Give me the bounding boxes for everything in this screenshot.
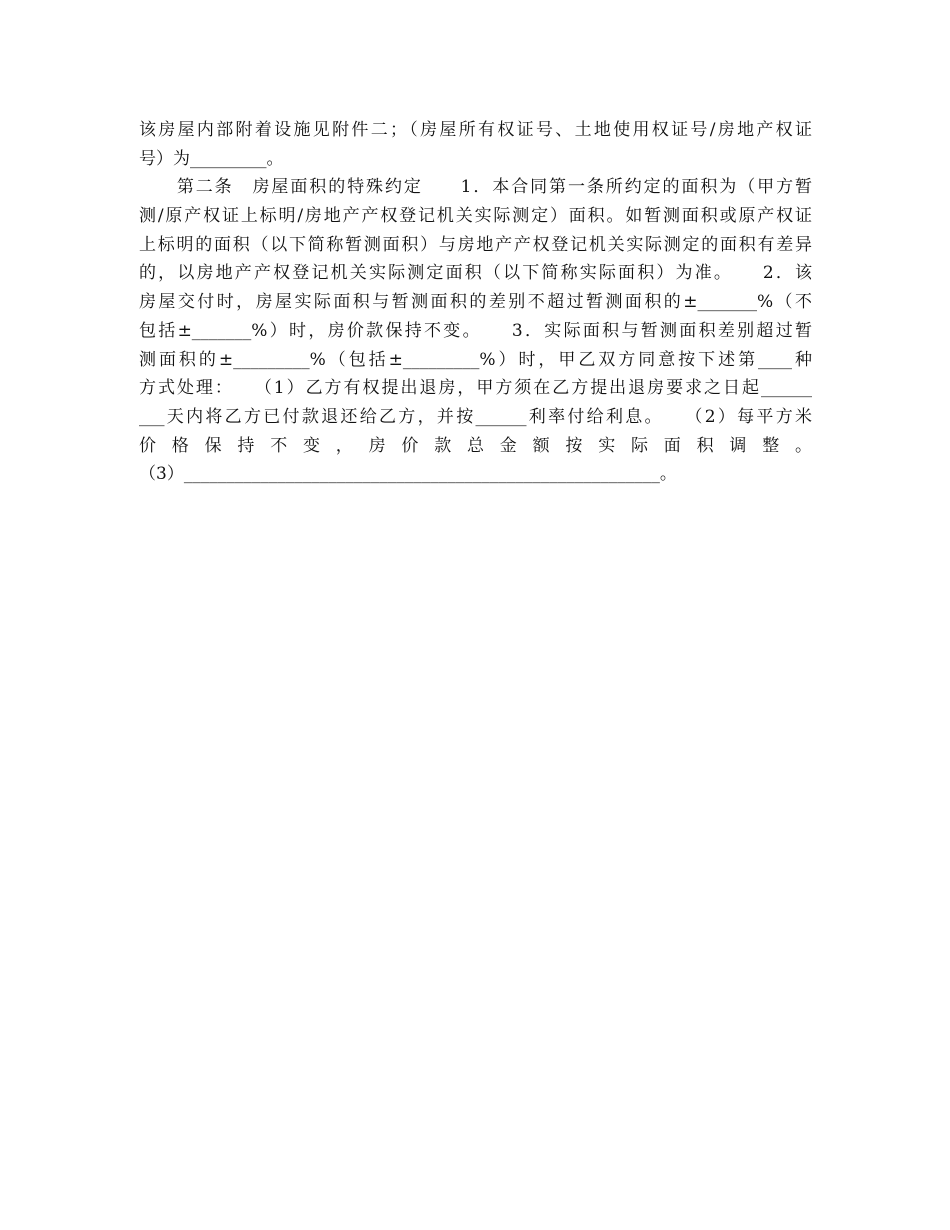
text-line: 方式处理： （1）乙方有权提出退房，甲方须在乙方提出退房要求之日起______ — [139, 378, 812, 399]
text-line: ___天内将乙方已付款退还给乙方，并按______利率付给利息。 （2）每平方米 — [139, 406, 812, 427]
text-line: 包括±_______%）时，房价款保持不变。 3．实际面积与暂测面积差别超过暂 — [139, 320, 812, 341]
text-line: 第二条 房屋面积的特殊约定 1．本合同第一条所约定的面积为（甲方暂 — [139, 177, 812, 198]
text-line: 测/原产权证上标明/房地产产权登记机关实际测定）面积。如暂测面积或原产权证 — [139, 206, 812, 227]
text-line: 上标明的面积（以下简称暂测面积）与房地产产权登记机关实际测定的面积有差异 — [139, 234, 812, 255]
text-line: （3）________________________________________________________。 — [139, 464, 677, 485]
text-line: 价 格 保 持 不 变 ， 房 价 款 总 金 额 按 实 际 面 积 调 整 。 — [139, 435, 812, 456]
contract-text — [139, 116, 812, 489]
text-line: 号）为_________。 — [139, 148, 284, 169]
text-line: 测面积的±_________%（包括±_________%）时，甲乙双方同意按下述第____种 — [139, 349, 812, 370]
text-line: 该房屋内部附着设施见附件二；（房屋所有权证号、土地使用权证号/房地产权证 — [139, 120, 812, 140]
text-line: 的，以房地产产权登记机关实际测定面积（以下简称实际面积）为准。 2．该 — [139, 263, 812, 284]
text-line: 房屋交付时，房屋实际面积与暂测面积的差别不超过暂测面积的±_______%（不 — [139, 292, 812, 313]
